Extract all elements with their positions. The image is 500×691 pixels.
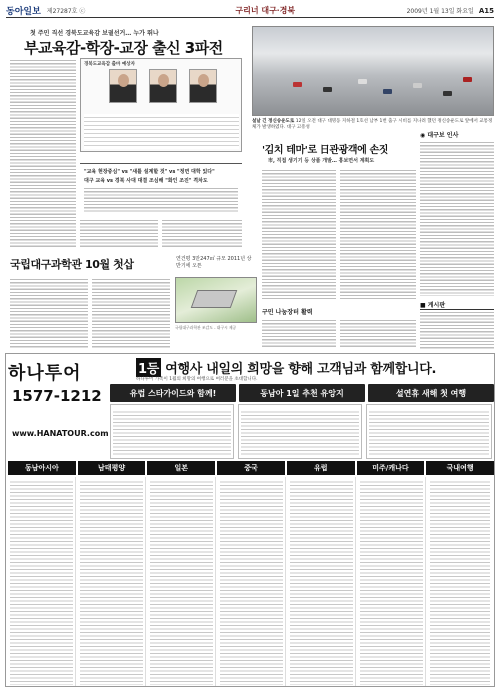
ad-listing-column <box>78 477 146 687</box>
science-subhead: 연건평 3만247㎡ 규모 2011년 상반기에 오픈 <box>176 256 252 269</box>
quote-line-2: 대구 교육 vs 경북 사대 대결 조심해 "화인 조진" 격차도 <box>84 178 208 184</box>
ad-listing-column <box>428 477 492 687</box>
ad-title-rank: 1등 <box>136 358 161 377</box>
snowy-road-photo <box>252 26 494 116</box>
photo-caption-text: 12일 오전 대구 대명동 지하철 1호선 남부 1번 출구 시비를 지나려 했던 정신송운도로 앞에서 교통정체가 발생하였다. 대구 고흥성 <box>252 119 493 130</box>
quote-line-1: "교육 현장중심" vs "새틀 설계할 것" vs "정면 대학 있다" <box>84 169 215 175</box>
lead-body-col3 <box>162 218 242 248</box>
region-china: 중국 <box>217 461 285 475</box>
ad-listing-column <box>8 477 76 687</box>
promo-holiday: 설연휴 새해 첫 여행 <box>368 384 494 402</box>
ad-brand-name: 하나투어 <box>8 363 82 384</box>
ad-listing-column <box>148 477 216 687</box>
kimchi-body-col2 <box>340 168 416 300</box>
ad-tagline: 하나투어 가족이 1월의 희망의 여행으로 여러분을 초대합니다. <box>136 377 258 382</box>
promo-southeast-asia: 동남아 1일 추천 유앙지 <box>239 384 365 402</box>
page-number: A15 <box>478 6 494 15</box>
candidate-photo <box>149 69 177 103</box>
lead-headline: 부교육감-학장-교장 출신 3파전 <box>24 39 223 57</box>
ad-listing-column <box>288 477 356 687</box>
masthead <box>6 4 494 18</box>
photo-caption-title: 설날 긴 정신송운도로 <box>252 119 295 124</box>
candidate-box <box>80 58 242 152</box>
region-americas: 미주/캐나다 <box>357 461 425 475</box>
sidebar-personnel-title: ◉ 대구보 인사 <box>420 130 494 141</box>
market-headline: 구민 나눔장터 활력 <box>262 309 313 316</box>
deal-block <box>238 404 362 459</box>
candidate-profile-table <box>84 114 239 149</box>
science-caption: 국립대구과학관 조감도 - 대구시 제공 <box>175 325 237 330</box>
lead-body-col2 <box>80 218 158 248</box>
science-body-col2 <box>92 277 170 349</box>
kimchi-subhead: 市, 직접 생기기 등 상품 개발… 홍보면서 계획도 <box>268 158 375 164</box>
ad-region-tabs <box>8 461 494 475</box>
region-europe: 유럽 <box>287 461 355 475</box>
region-domestic: 국내여행 <box>426 461 494 475</box>
candidate-photo <box>189 69 217 103</box>
ad-promo-row <box>110 384 494 402</box>
ad-title <box>136 358 436 377</box>
region-japan: 일본 <box>147 461 215 475</box>
ad-listing-column <box>358 477 426 687</box>
ad-listing-column <box>218 477 286 687</box>
deal-block <box>366 404 492 459</box>
science-museum-rendering <box>175 277 257 323</box>
ad-brand-block <box>8 359 109 455</box>
market-body-col2 <box>340 318 416 348</box>
ad-title-text: 여행사 내일의 희망을 향해 고객님과 함께합니다. <box>165 362 437 377</box>
lead-kicker: 첫 주민 직선 경북도교육감 보궐선거… 누가 뛰나 <box>30 30 159 37</box>
promo-europe: 유럽 스타가이드와 함께! <box>110 384 236 402</box>
region-south-pacific: 남태평양 <box>78 461 146 475</box>
edition-number: 제27287호 ⓒ <box>46 8 86 15</box>
sidebar-board-title: ■ 게시판 <box>420 300 494 310</box>
ad-website-link[interactable]: www.HANATOUR.com <box>12 429 109 438</box>
sidebar <box>420 130 494 370</box>
candidate-quote-box <box>80 163 242 213</box>
candidate-photo <box>109 69 137 103</box>
deal-block <box>110 404 234 459</box>
science-headline: 국립대구과학관 10월 첫삽 <box>10 258 134 271</box>
science-body-col1 <box>10 277 88 349</box>
section-title: 구리너 대구·경북 <box>235 5 296 15</box>
region-southeast-asia: 동남아시아 <box>8 461 76 475</box>
lead-body-col1 <box>10 58 76 248</box>
photo-caption <box>252 118 494 130</box>
hanatour-advertisement <box>5 353 495 687</box>
market-body-col1 <box>262 318 336 348</box>
newspaper-logo: 동아일보 <box>6 7 41 17</box>
ad-phone: 1577-1212 <box>12 387 102 405</box>
kimchi-headline: '김치 테마'로 日관광객에 손짓 <box>262 145 389 156</box>
kimchi-body-col1 <box>262 168 336 300</box>
candidate-box-title: 경북도교육감 출마 예상자 <box>84 62 135 67</box>
issue-date: 2009년 1월 13일 화요일 <box>406 8 474 15</box>
